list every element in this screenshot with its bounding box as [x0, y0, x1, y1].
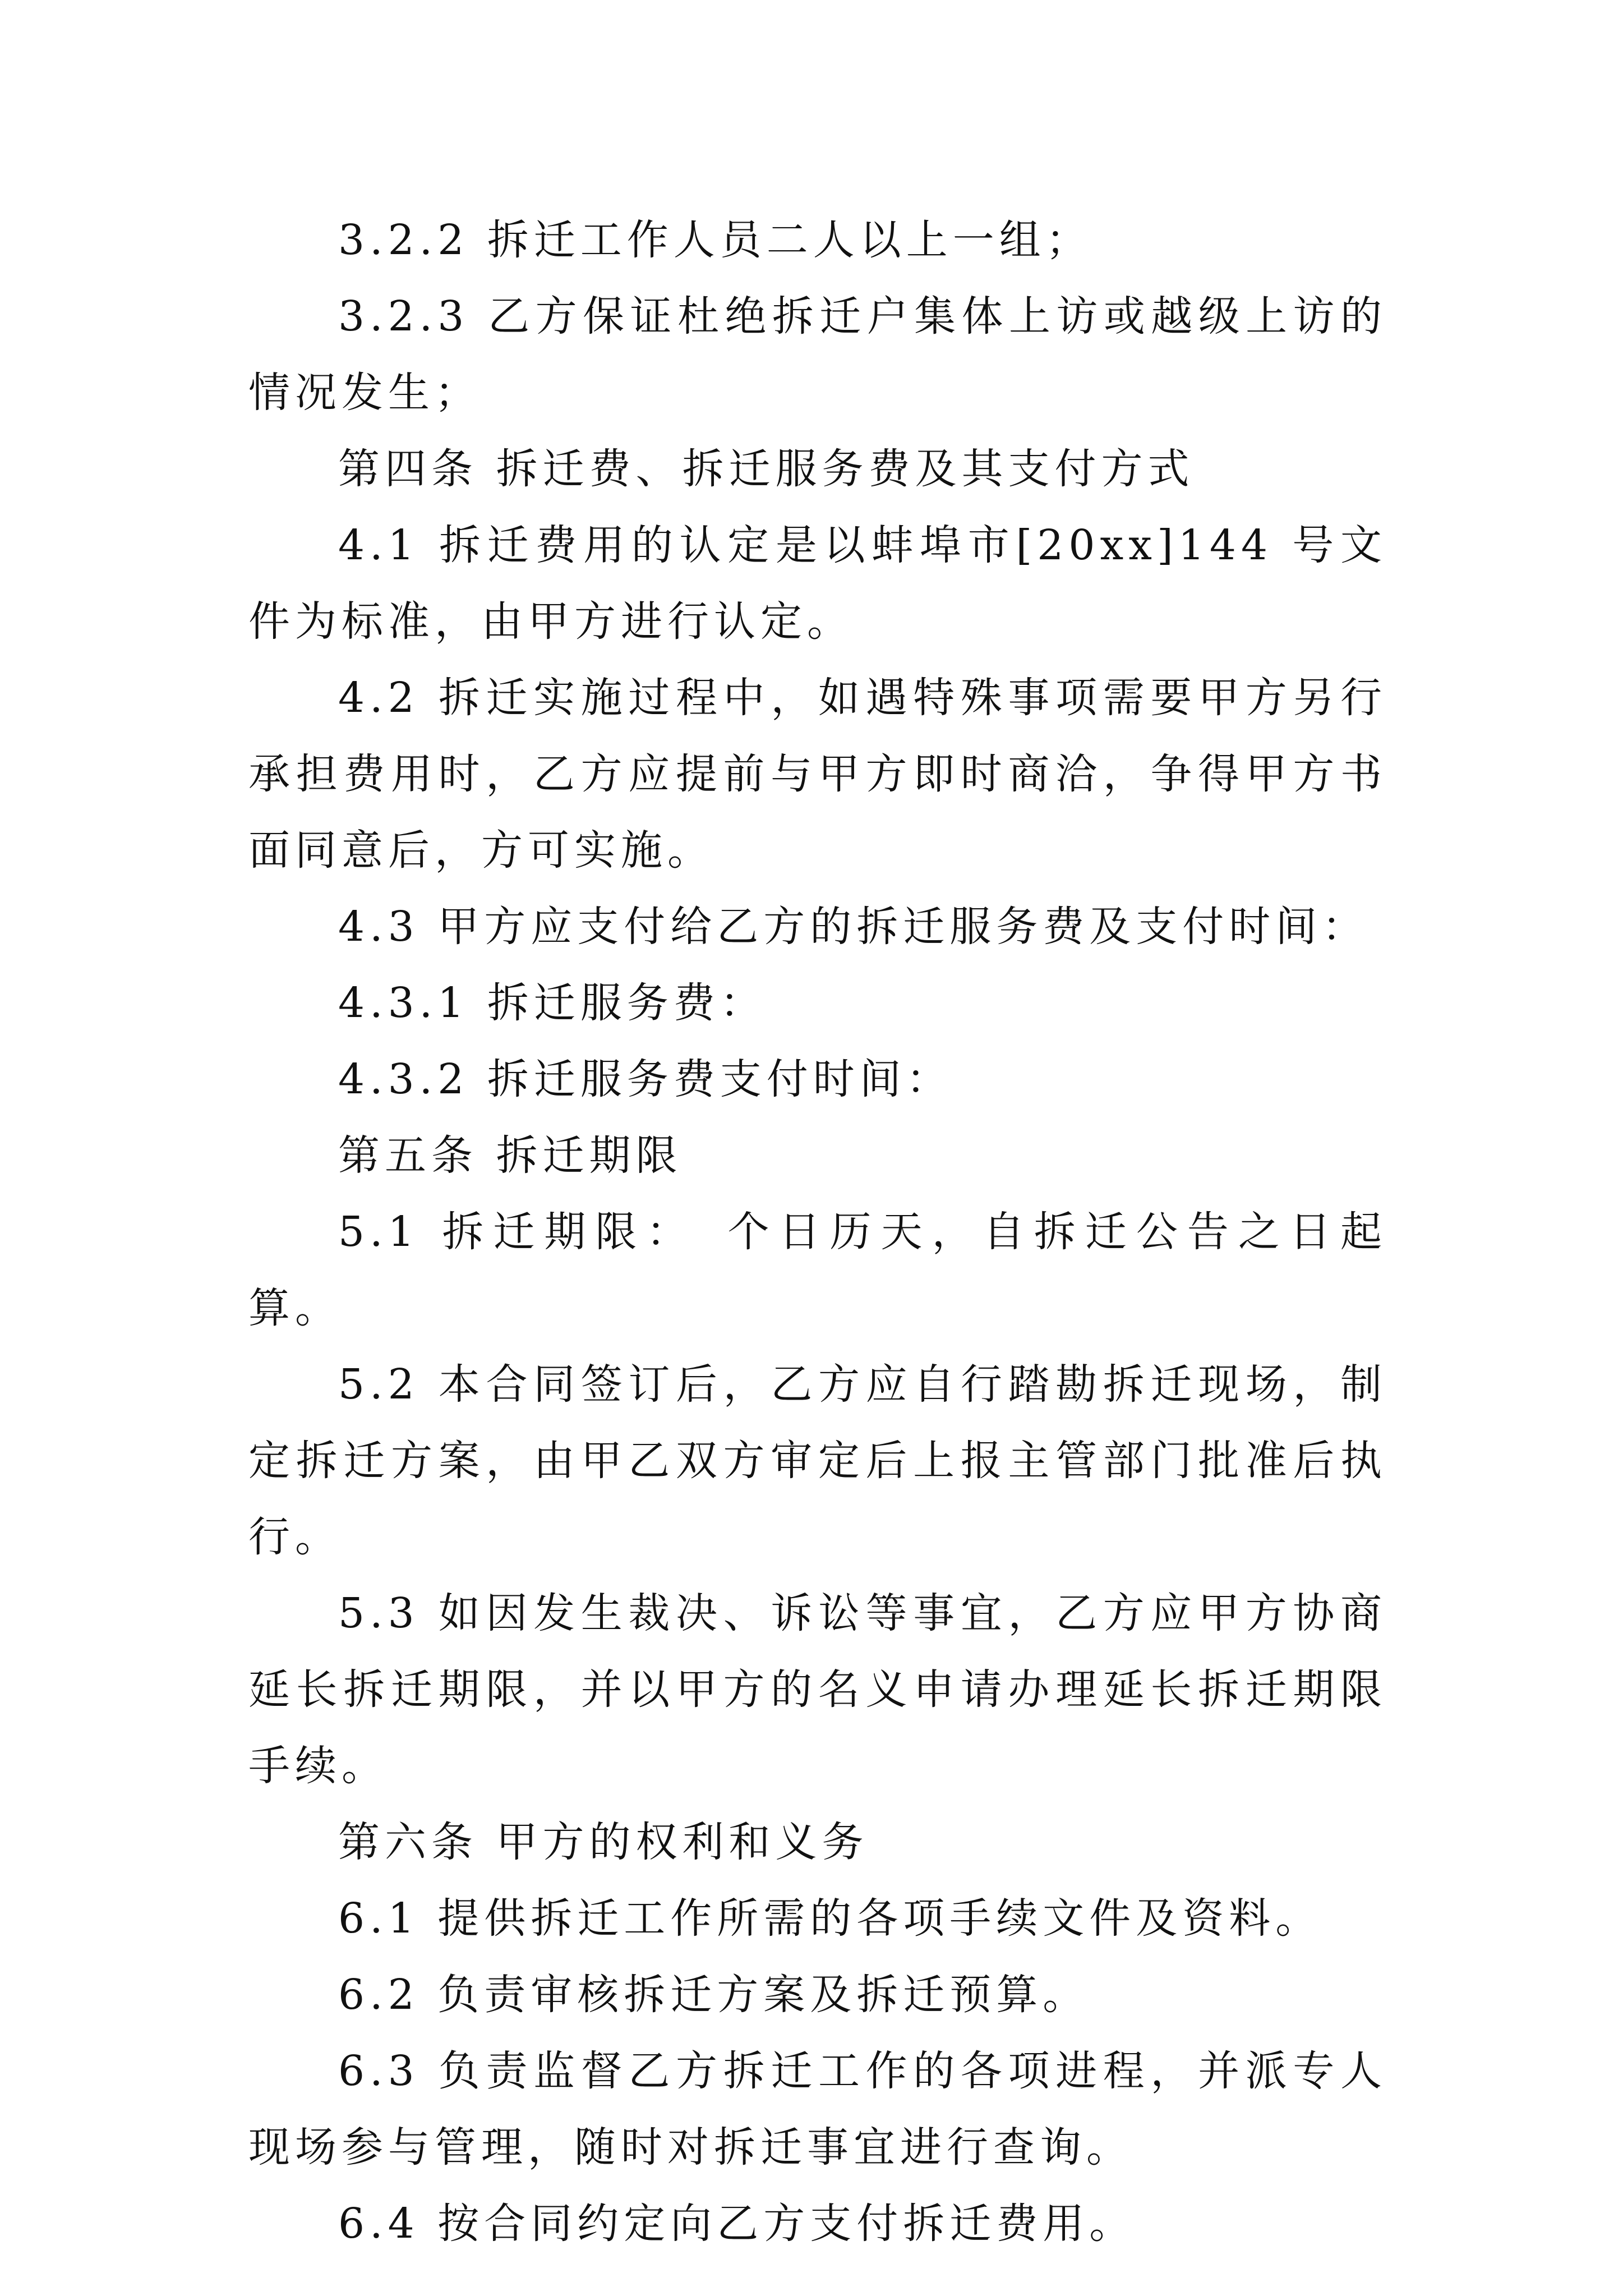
article-4-heading: 第四条 拆迁费、拆迁服务费及其支付方式 — [338, 445, 1195, 493]
clause-3-2-3: 3.2.3 乙方保证杜绝拆迁户集体上访或越级上访的情况发生； — [248, 292, 1387, 417]
clause-4-3: 4.3 甲方应支付给乙方的拆迁服务费及支付时间： — [338, 903, 1369, 951]
clause-6-4: 6.4 按合同约定向乙方支付拆迁费用。 — [338, 2200, 1136, 2248]
article-6-heading: 第六条 甲方的权利和义务 — [338, 1818, 869, 1866]
clause-4-1: 4.1 拆迁费用的认定是以蚌埠市[20xx]144 号文件为标准，由甲方进行认定。 — [248, 521, 1387, 646]
clause-5-3: 5.3 如因发生裁决、诉讼等事宜，乙方应甲方协商延长拆迁期限，并以甲方的名义申请办理延长拆迁期限手续。 — [248, 1589, 1387, 1790]
clause-4-2: 4.2 拆迁实施过程中，如遇特殊事项需要甲方另行承担费用时，乙方应提前与甲方即时商洽，争得甲方书面同意后，方可实施。 — [248, 674, 1387, 875]
clause-5-1: 5.1 拆迁期限： 个日历天，自拆迁公告之日起算。 — [248, 1208, 1387, 1332]
clause-4-3-1: 4.3.1 拆迁服务费： — [338, 979, 767, 1027]
clause-4-3-2: 4.3.2 拆迁服务费支付时间： — [338, 1055, 953, 1103]
document-body — [248, 202, 1387, 2262]
clause-3-2-2: 3.2.2 拆迁工作人员二人以上一组； — [338, 216, 1092, 264]
clause-6-2: 6.2 负责审核拆迁方案及拆迁预算。 — [338, 1971, 1090, 2019]
clause-6-1: 6.1 提供拆迁工作所需的各项手续文件及资料。 — [338, 1894, 1322, 1943]
article-5-heading: 第五条 拆迁期限 — [338, 1131, 683, 1180]
clause-5-2: 5.2 本合同签订后，乙方应自行踏勘拆迁现场，制定拆迁方案，由甲乙双方审定后上报主管部门批准后执行。 — [248, 1360, 1387, 1561]
clause-6-3: 6.3 负责监督乙方拆迁工作的各项进程，并派专人现场参与管理，随时对拆迁事宜进行查询。 — [248, 2047, 1387, 2171]
